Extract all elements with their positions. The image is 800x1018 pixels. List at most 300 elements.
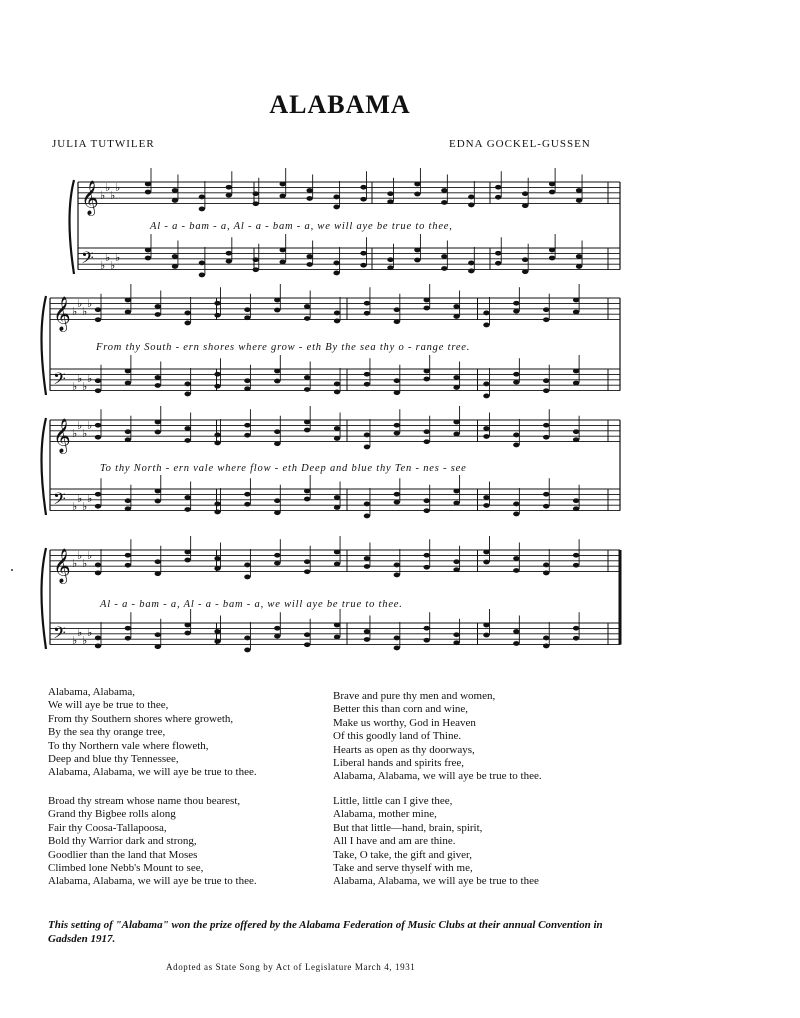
verse-line: Take, O take, the gift and giver, [333, 848, 472, 861]
note-head [424, 298, 430, 303]
note-head [244, 433, 250, 438]
note-head [513, 433, 519, 438]
note-head [334, 550, 340, 555]
note-head [364, 564, 370, 569]
note-head [334, 505, 340, 510]
note-head [274, 441, 280, 446]
note-head [214, 639, 220, 644]
note-head [483, 560, 489, 565]
note-head [274, 308, 280, 313]
note-head [226, 193, 232, 198]
verse-line: Better this than corn and wine, [333, 703, 469, 716]
note-head [155, 420, 161, 425]
note-head [522, 257, 528, 262]
note-head [306, 196, 312, 201]
note-head [513, 629, 519, 634]
note-head [394, 307, 400, 312]
note-head [483, 394, 489, 399]
note-head [387, 191, 393, 196]
note-head [424, 429, 430, 434]
flat-sign-icon: ♭ [105, 181, 111, 194]
note-head [394, 378, 400, 383]
note-head [214, 510, 220, 515]
note-head [155, 383, 161, 388]
note-head [468, 203, 474, 208]
verse-line: Little, little can I give thee, [333, 795, 453, 807]
note-head [573, 310, 579, 315]
note-head [513, 309, 519, 314]
note-head [573, 563, 579, 568]
verse-line: To thy Northern vale where floweth, [48, 739, 209, 752]
verse-line: Climbed lone Nebb's Mount to see, [48, 862, 204, 875]
note-head [304, 428, 310, 433]
note-head [226, 185, 232, 190]
note-head [543, 504, 549, 509]
note-head [334, 311, 340, 316]
note-head [573, 553, 579, 558]
note-head [226, 259, 232, 264]
note-head [125, 369, 131, 374]
verse-line: Bold thy Warrior dark and strong, [48, 835, 197, 848]
flat-sign-icon: ♭ [82, 305, 88, 318]
note-head [95, 378, 101, 383]
note-head [274, 553, 280, 558]
note-head [513, 502, 519, 507]
note-head [95, 435, 101, 440]
note-head [387, 257, 393, 262]
note-head [125, 429, 131, 434]
note-head [424, 377, 430, 382]
note-head [522, 269, 528, 274]
note-head [394, 573, 400, 578]
treble-clef-icon: 𝄞 [53, 296, 71, 332]
note-head [244, 563, 250, 568]
note-head [214, 502, 220, 507]
flat-sign-icon: ♭ [77, 626, 83, 639]
note-head [95, 423, 101, 428]
note-head [573, 369, 579, 374]
note-head [244, 423, 250, 428]
note-head [549, 256, 555, 261]
verse-line: All I have and am are thine. [333, 835, 456, 848]
note-head [304, 632, 310, 637]
note-head [364, 433, 370, 438]
note-head [364, 311, 370, 316]
verse-line: Alabama, mother mine, [333, 808, 437, 821]
note-head [214, 384, 220, 389]
note-head [513, 568, 519, 573]
note-head [424, 626, 430, 631]
bass-clef-icon: 𝄢 [53, 368, 66, 393]
note-head [424, 565, 430, 570]
note-head [155, 644, 161, 649]
note-head [453, 432, 459, 437]
score-lyric-line-3: To thy North - ern vale where flow - eth Deep and blue thy Ten - nes - see [100, 463, 467, 474]
note-head [576, 188, 582, 193]
note-head [573, 498, 579, 503]
note-head [145, 248, 151, 253]
note-head [226, 251, 232, 256]
note-head [543, 563, 549, 568]
note-head [513, 443, 519, 448]
flat-sign-icon: ♭ [82, 557, 88, 570]
note-head [125, 506, 131, 511]
note-head [441, 266, 447, 271]
verse-1 [48, 686, 257, 780]
note-head [244, 386, 250, 391]
note-head [199, 261, 205, 266]
note-head [214, 372, 220, 377]
verse-line: Goodlier than the land that Moses [48, 848, 198, 861]
note-head [304, 375, 310, 380]
note-head [483, 495, 489, 500]
note-head [304, 559, 310, 564]
note-head [424, 369, 430, 374]
note-head [483, 633, 489, 638]
verse-line: Alabama, Alabama, [48, 686, 136, 698]
verse-line: Brave and pure thy men and women, [333, 690, 496, 702]
note-head [364, 556, 370, 561]
system-brace [42, 548, 47, 649]
note-head [483, 623, 489, 628]
note-head [274, 634, 280, 639]
treble-clef-icon: 𝄞 [81, 180, 99, 216]
note-head [280, 248, 286, 253]
note-head [244, 636, 250, 641]
flat-sign-icon: ♭ [115, 251, 121, 264]
note-head [549, 182, 555, 187]
note-head [360, 185, 366, 190]
note-head [453, 304, 459, 309]
note-head [414, 258, 420, 263]
note-head [543, 644, 549, 649]
note-head [334, 635, 340, 640]
note-head [468, 195, 474, 200]
note-head [424, 439, 430, 444]
note-head [172, 188, 178, 193]
note-head [483, 426, 489, 431]
note-head [364, 372, 370, 377]
note-head [414, 248, 420, 253]
note-head [441, 188, 447, 193]
note-head [274, 379, 280, 384]
note-head [184, 631, 190, 636]
note-head [304, 387, 310, 392]
note-head [333, 195, 339, 200]
flat-sign-icon: ♭ [82, 380, 88, 393]
note-head [334, 319, 340, 324]
note-head [453, 640, 459, 645]
note-head [95, 317, 101, 322]
verse-line: Alabama, Alabama, we will aye be true to thee. [48, 875, 257, 888]
note-head [125, 437, 131, 442]
note-head [573, 506, 579, 511]
note-head [274, 429, 280, 434]
note-head [334, 390, 340, 395]
note-head [364, 502, 370, 507]
note-head [522, 191, 528, 196]
note-head [304, 497, 310, 502]
note-head [543, 636, 549, 641]
note-head [244, 378, 250, 383]
verse-line: Hearts as open as thy doorways, [333, 743, 475, 756]
note-head [576, 198, 582, 203]
note-head [424, 638, 430, 643]
note-head [453, 385, 459, 390]
bass-clef-icon: 𝄢 [53, 622, 66, 647]
note-head [333, 205, 339, 210]
note-head [543, 378, 549, 383]
note-head [483, 311, 489, 316]
note-head [184, 558, 190, 563]
flat-sign-icon: ♭ [82, 634, 88, 647]
note-head [513, 380, 519, 385]
note-head [424, 306, 430, 311]
note-head [244, 502, 250, 507]
flat-sign-icon: ♭ [77, 372, 83, 385]
note-head [513, 301, 519, 306]
flat-sign-icon: ♭ [72, 634, 78, 647]
note-head [155, 632, 161, 637]
note-head [184, 495, 190, 500]
note-head [172, 254, 178, 259]
note-head [184, 392, 190, 397]
note-head [333, 271, 339, 276]
verse-line: We will aye be true to thee, [48, 699, 169, 712]
note-head [334, 623, 340, 628]
note-head [125, 626, 131, 631]
note-head [304, 569, 310, 574]
note-head [364, 637, 370, 642]
note-head [573, 381, 579, 386]
score-lyric-line-1: Al - a - bam - a, Al - a - bam - a, we will aye be true to thee, [150, 221, 453, 232]
composer-credit: EDNA GOCKEL-GUSSEN [449, 138, 591, 150]
bass-clef-icon: 𝄢 [53, 488, 66, 513]
note-head [244, 307, 250, 312]
note-head [495, 185, 501, 190]
note-head [453, 420, 459, 425]
note-head [280, 194, 286, 199]
note-head [576, 264, 582, 269]
note-head [274, 498, 280, 503]
note-head [387, 265, 393, 270]
verse-line: But that little—hand, brain, spirit, [333, 821, 483, 834]
flat-sign-icon: ♭ [100, 259, 106, 272]
note-head [155, 304, 161, 309]
note-head [274, 510, 280, 515]
note-head [394, 500, 400, 505]
flat-sign-icon: ♭ [87, 549, 93, 562]
note-head [576, 254, 582, 259]
note-head [125, 498, 131, 503]
note-head [145, 182, 151, 187]
note-head [360, 197, 366, 202]
note-head [244, 492, 250, 497]
note-head [453, 632, 459, 637]
note-head [414, 182, 420, 187]
note-head [304, 642, 310, 647]
note-head [513, 556, 519, 561]
note-head [172, 198, 178, 203]
note-head [280, 260, 286, 265]
note-head [424, 553, 430, 558]
note-head [304, 316, 310, 321]
note-head [306, 254, 312, 259]
note-head [214, 629, 220, 634]
flat-sign-icon: ♭ [87, 419, 93, 432]
note-head [394, 492, 400, 497]
prize-note: This setting of "Alabama" won the prize offered by the Alabama Federation of Music Clubs at their annual Convention in Gadsden 1917. [48, 919, 603, 945]
flat-sign-icon: ♭ [77, 492, 83, 505]
note-head [495, 251, 501, 256]
note-head [573, 429, 579, 434]
note-head [125, 310, 131, 315]
verse-line: Liberal hands and spirits free, [333, 757, 465, 770]
note-head [199, 195, 205, 200]
note-head [364, 629, 370, 634]
flat-sign-icon: ♭ [110, 189, 116, 202]
flat-sign-icon: ♭ [110, 259, 116, 272]
note-head [453, 559, 459, 564]
verse-line: Make us worthy, God in Heaven [333, 716, 476, 729]
note-head [155, 559, 161, 564]
note-head [244, 315, 250, 320]
note-head [453, 567, 459, 572]
flat-sign-icon: ♭ [72, 557, 78, 570]
score-lyric-line-4: Al - a - bam - a, Al - a - bam - a, we will aye be true to thee. [100, 599, 403, 610]
note-head [573, 298, 579, 303]
note-head [280, 182, 286, 187]
note-head [95, 636, 101, 641]
note-head [214, 301, 220, 306]
note-head [95, 644, 101, 649]
note-head [543, 492, 549, 497]
note-head [184, 382, 190, 387]
note-head [387, 199, 393, 204]
note-head [184, 426, 190, 431]
verse-3 [48, 795, 257, 889]
note-head [483, 550, 489, 555]
note-head [483, 503, 489, 508]
note-head [441, 200, 447, 205]
note-head [573, 437, 579, 442]
note-head [543, 317, 549, 322]
note-head [214, 313, 220, 318]
note-head [199, 273, 205, 278]
note-head [495, 195, 501, 200]
verse-line: Alabama, Alabama, we will aye be true to thee. [333, 770, 542, 783]
system-brace [42, 418, 47, 515]
note-head [394, 636, 400, 641]
note-head [95, 571, 101, 576]
note-head [453, 501, 459, 506]
note-head [306, 262, 312, 267]
note-head [360, 251, 366, 256]
note-head [125, 553, 131, 558]
note-head [424, 508, 430, 513]
note-head [145, 190, 151, 195]
note-head [155, 489, 161, 494]
note-head [334, 562, 340, 567]
note-head [155, 312, 161, 317]
adoption-note: Adopted as State Song by Act of Legislature March 4, 1931 [166, 962, 416, 972]
note-head [274, 561, 280, 566]
note-head [95, 504, 101, 509]
note-head [543, 571, 549, 576]
note-head [543, 388, 549, 393]
flat-sign-icon: ♭ [87, 372, 93, 385]
note-head [543, 435, 549, 440]
note-head [334, 382, 340, 387]
flat-sign-icon: ♭ [87, 626, 93, 639]
note-head [244, 575, 250, 580]
note-head [125, 381, 131, 386]
note-head [125, 298, 131, 303]
score-lyric-line-2: From thy South - ern shores where grow - eth By the sea thy o - range tree. [96, 342, 471, 353]
note-head [441, 254, 447, 259]
flat-sign-icon: ♭ [100, 189, 106, 202]
note-head [184, 311, 190, 316]
note-head [214, 556, 220, 561]
note-head [360, 263, 366, 268]
note-head [543, 307, 549, 312]
note-head [304, 304, 310, 309]
note-head [184, 321, 190, 326]
song-title: ALABAMA [269, 90, 411, 119]
note-head [483, 434, 489, 439]
note-head [306, 188, 312, 193]
flat-sign-icon: ♭ [105, 251, 111, 264]
verse-line: Alabama, Alabama, we will aye be true to thee [333, 875, 539, 888]
note-head [184, 507, 190, 512]
note-head [453, 375, 459, 380]
note-head [155, 375, 161, 380]
note-head [495, 261, 501, 266]
note-head [184, 438, 190, 443]
note-head [483, 382, 489, 387]
note-head [304, 420, 310, 425]
note-head [274, 369, 280, 374]
treble-clef-icon: 𝄞 [53, 548, 71, 584]
note-head [172, 264, 178, 269]
verse-2 [333, 690, 542, 784]
note-head [549, 248, 555, 253]
note-head [199, 207, 205, 212]
system-brace [42, 296, 47, 395]
note-head [334, 436, 340, 441]
verse-line: Of this goodly land of Thine. [333, 730, 462, 743]
note-head [274, 298, 280, 303]
verse-line: Fair thy Coosa-Tallapoosa, [48, 821, 167, 834]
note-head [364, 301, 370, 306]
note-head [483, 323, 489, 328]
note-head [364, 382, 370, 387]
verse-line: Take and serve thyself with me, [333, 862, 473, 875]
system-brace [70, 180, 75, 274]
note-head [334, 426, 340, 431]
note-head [453, 489, 459, 494]
note-head [394, 390, 400, 395]
note-head [453, 314, 459, 319]
note-head [468, 261, 474, 266]
flat-sign-icon: ♭ [87, 297, 93, 310]
note-head [573, 636, 579, 641]
note-head [394, 646, 400, 651]
note-head [414, 192, 420, 197]
note-head [274, 626, 280, 631]
flat-sign-icon: ♭ [115, 181, 121, 194]
note-head [549, 190, 555, 195]
